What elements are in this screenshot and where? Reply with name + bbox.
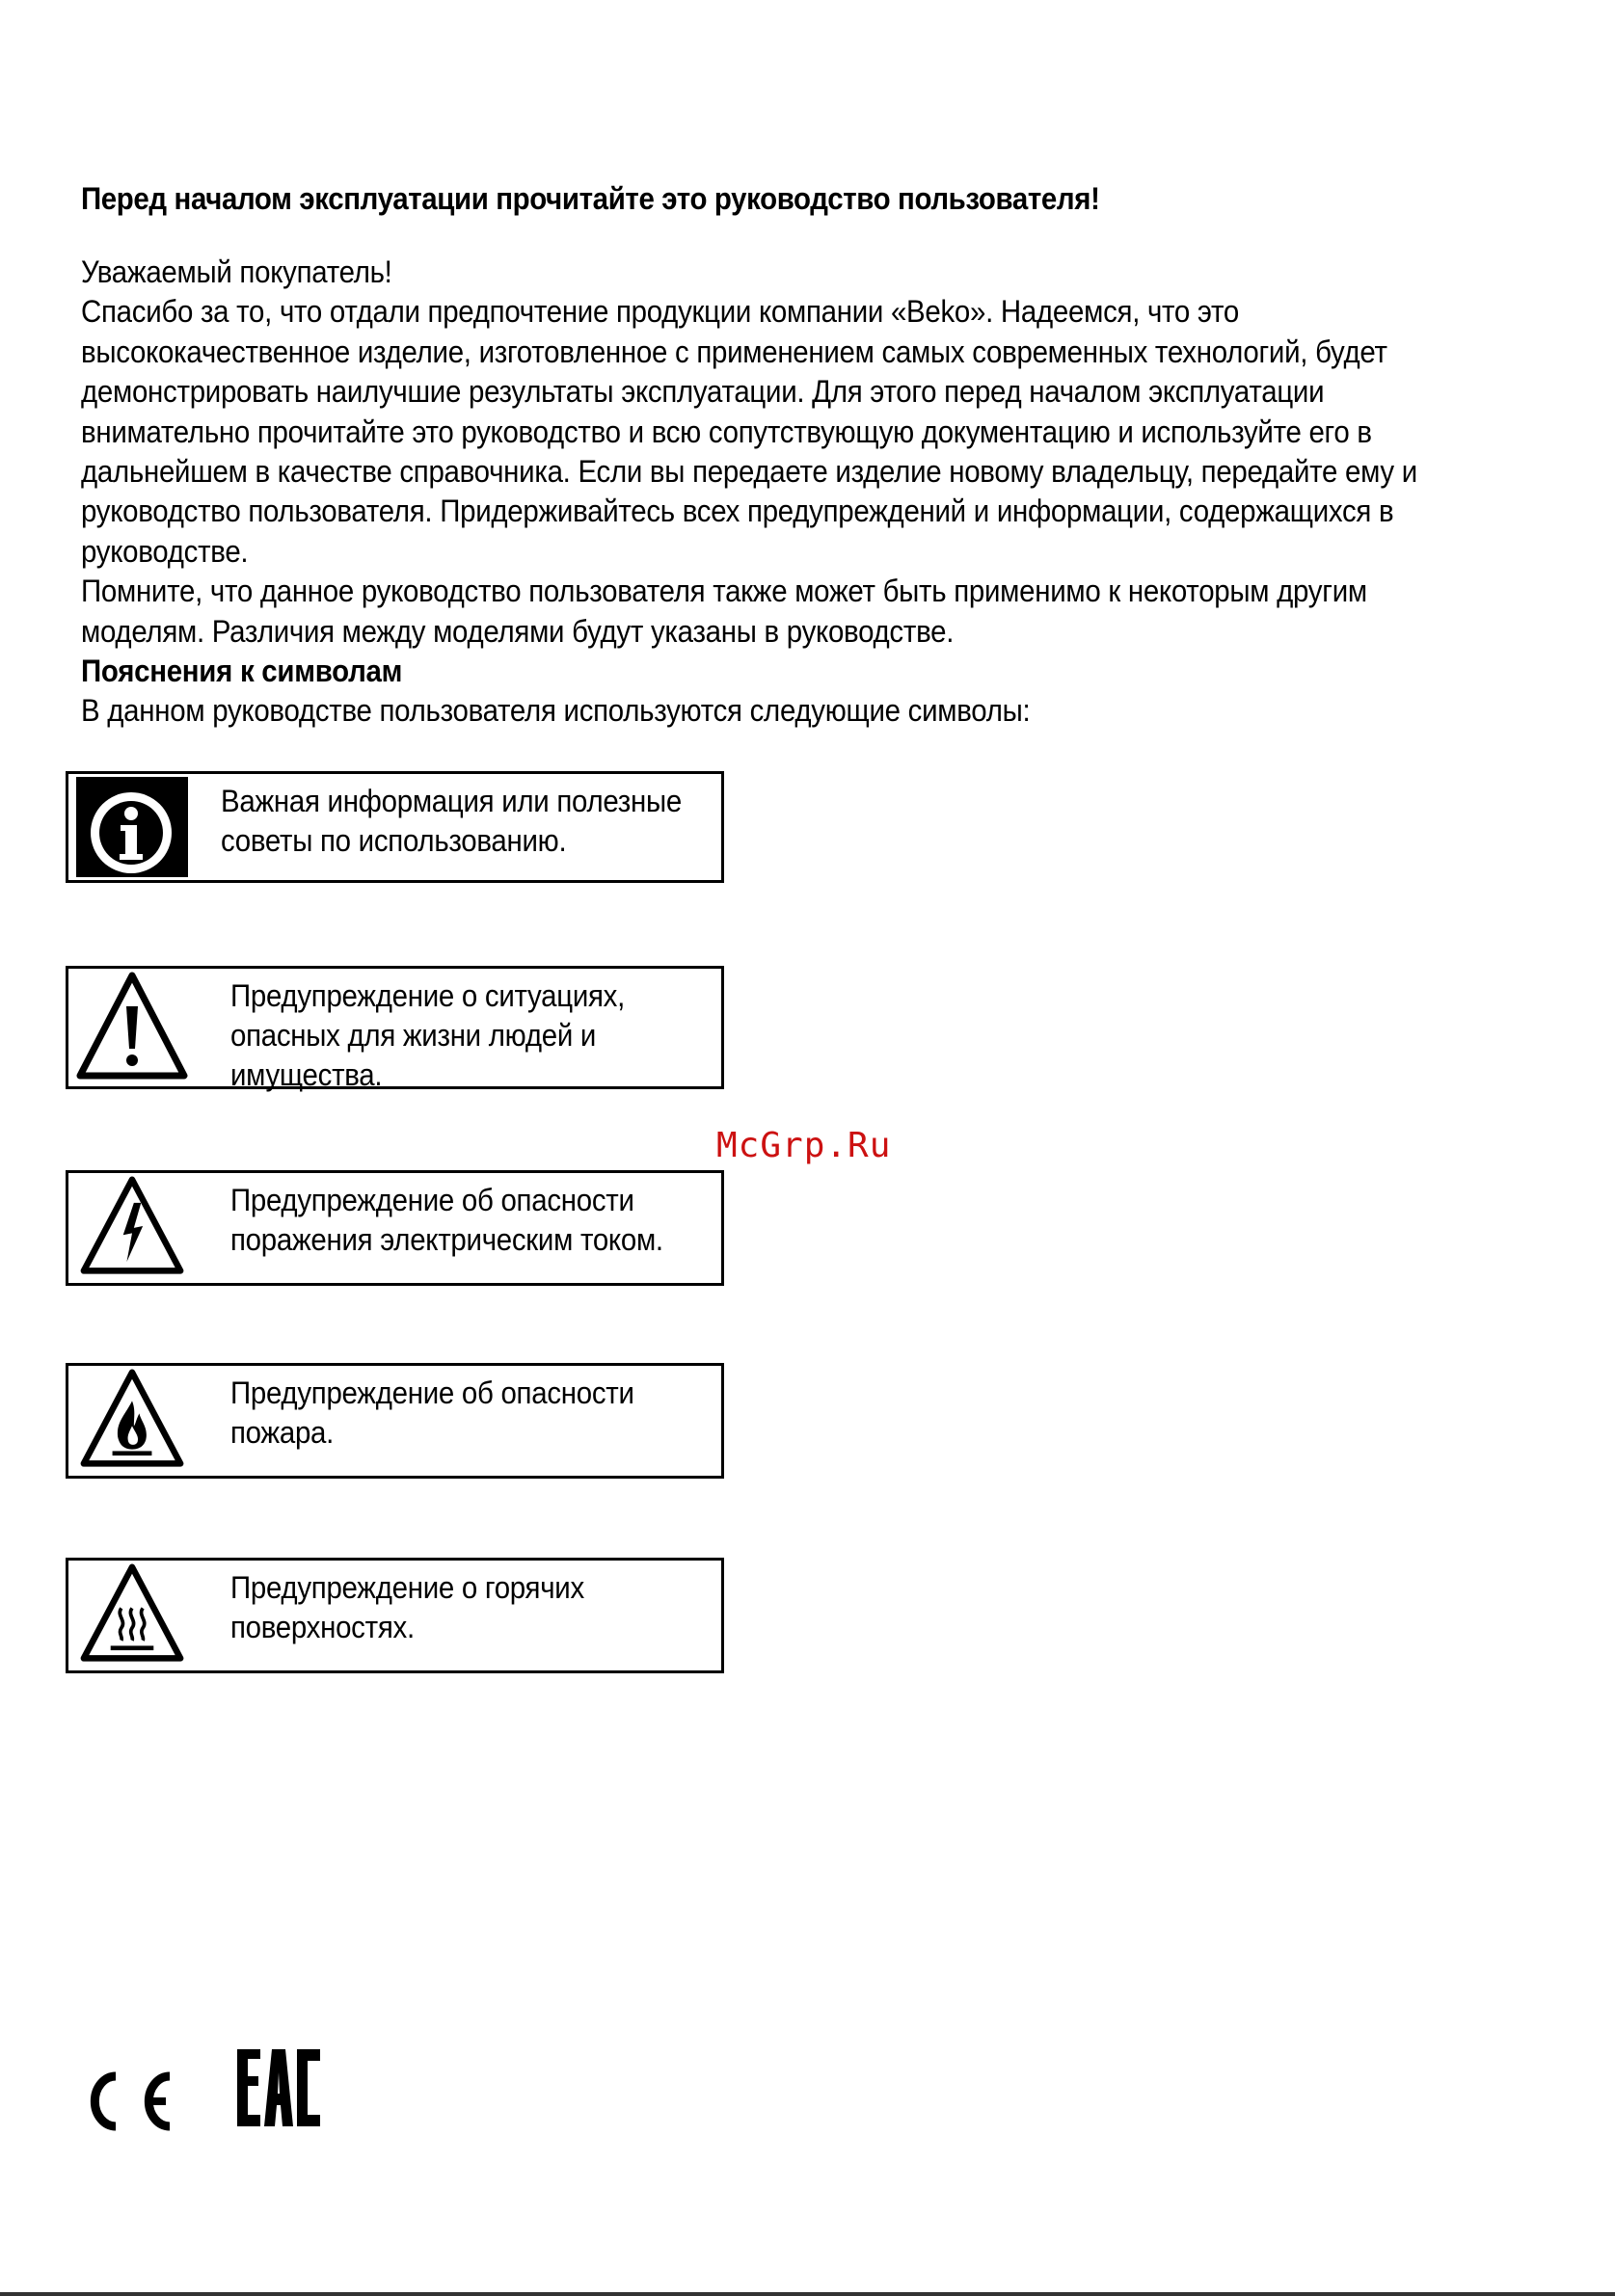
symbols-heading: Пояснения к символам (81, 654, 403, 689)
symbols-intro: В данном руководстве пользователя используются следующие символы: (81, 693, 1031, 729)
info-icon (76, 777, 188, 877)
page-title: Перед началом эксплуатации прочитайте это руководство пользователя! (81, 181, 1100, 216)
symbol-hot-surface-text: Предупреждение о горячих поверхностях. (230, 1570, 584, 1644)
symbol-fire-text: Предупреждение об опасности пожара. (230, 1375, 634, 1450)
symbol-info-box (66, 771, 724, 883)
symbol-warning-text: Предупреждение о ситуациях, опасных для жизни людей и имущества. (230, 978, 626, 1092)
symbol-electric-box (66, 1170, 724, 1286)
greeting: Уважаемый покупатель! (81, 254, 392, 289)
watermark: McGrp.Ru (716, 1126, 892, 1165)
hot-surface-icon (76, 1563, 188, 1664)
fire-icon (76, 1369, 188, 1469)
eac-mark-icon (237, 2049, 320, 2126)
warning-icon (76, 972, 188, 1083)
certification-marks (77, 2043, 337, 2140)
symbol-warning-box (66, 966, 724, 1092)
symbol-electric-text: Предупреждение об опасности поражения электрическим током. (230, 1183, 663, 1257)
page-bottom-rule (0, 2292, 1615, 2296)
symbol-fire-box (66, 1363, 724, 1479)
intro-section (81, 253, 1492, 732)
symbol-hot-surface-box (66, 1558, 724, 1673)
ce-mark-icon (94, 2076, 170, 2126)
intro-paragraph: Спасибо за то, что отдали предпочтение продукции компании «Beko». Надеемся, что это высококачественное изделие, изготовленное с применением самых современных технологий, будет демонстрировать наилучшие результаты эксплуатации. Для этого перед началом эксплуатации внимательно прочитайте это руководство и всю сопутствующую документацию и используйте его в дальнейшем в качестве справочника. Если вы передаете изделие новому владельцу, передайте ему и руководство пользователя. Придерживайтесь всех предупреждений и информации, содержащихся в руководстве. (81, 294, 1417, 569)
symbol-info-text: Важная информация или полезные советы по использованию. (221, 784, 683, 858)
electric-shock-icon (76, 1176, 188, 1276)
note-paragraph: Помните, что данное руководство пользователя также может быть применимо к некоторым другим моделям. Различия между моделями будут указаны в руководстве. (81, 574, 1367, 649)
